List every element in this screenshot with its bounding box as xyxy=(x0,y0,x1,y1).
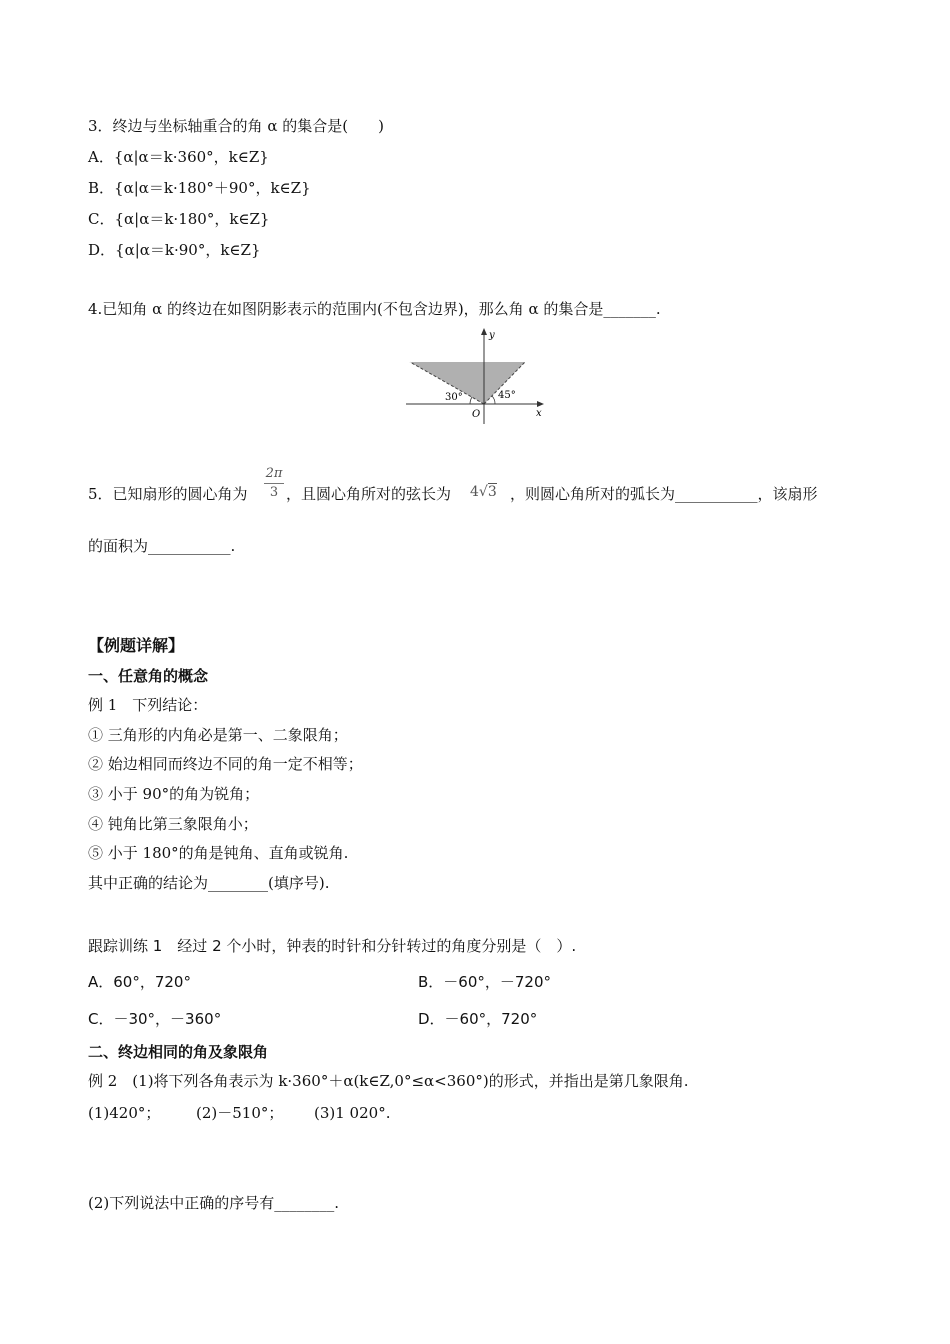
q5-part3: ，则圆心角所对的弧长为___________，该扇形 xyxy=(510,485,818,503)
q5-line2: 的面积为___________. xyxy=(88,537,236,555)
example-1-item-2: ② 始边相同而终边不同的角一定不相等； xyxy=(88,755,363,773)
example-1-item-5: ⑤ 小于 180°的角是钝角、直角或锐角. xyxy=(88,844,349,862)
sqrt-coefficient: 4 xyxy=(470,484,479,500)
origin-label: O xyxy=(472,409,481,420)
example-2-item-3: (3)1 020°. xyxy=(314,1104,391,1122)
x-label: x xyxy=(536,408,542,419)
section-title: 【例题详解】 xyxy=(88,636,185,655)
q5-part1: 5．已知扇形的圆心角为 xyxy=(88,485,248,503)
q3-option-d: D．{α|α＝k·90°，k∈Z} xyxy=(88,241,261,259)
q3-option-a: A．{α|α＝k·360°，k∈Z} xyxy=(88,148,269,166)
q5-fraction xyxy=(262,466,286,501)
subsection-1-title: 一、任意角的概念 xyxy=(88,667,209,685)
q4-stem: 4.已知角 α 的终边在如图阴影表示的范围内(不包含边界)，那么角 α 的集合是_______. xyxy=(88,300,661,318)
fraction-denominator: 3 xyxy=(269,485,279,500)
training-1-option-b: B．－60°，－720° xyxy=(418,973,552,991)
example-1-item-1: ① 三角形的内角必是第一、二象限角； xyxy=(88,726,348,744)
q3-stem: 3．终边与坐标轴重合的角 α 的集合是( ) xyxy=(88,117,384,135)
angle-region-figure xyxy=(400,326,560,426)
example-2-part2: (2)下列说法中正确的序号有________. xyxy=(88,1194,340,1212)
training-1-option-c: C．－30°，－360° xyxy=(88,1010,222,1028)
q5-part2: ，且圆心角所对的弦长为 xyxy=(286,485,452,503)
angle-30-label: 30° xyxy=(445,392,463,403)
example-2-title: 例 2 (1)将下列各角表示为 k·360°＋α(k∈Z,0°≤α<360°)的形式，并指出是第几象限角. xyxy=(88,1072,689,1090)
q3-option-c: C．{α|α＝k·180°，k∈Z} xyxy=(88,210,270,228)
subsection-2-title: 二、终边相同的角及象限角 xyxy=(88,1043,269,1061)
example-2-item-1: (1)420°； xyxy=(88,1104,161,1122)
training-1-stem: 跟踪训练 1 经过 2 个小时，钟表的时针和分针转过的角度分别是（ ）. xyxy=(88,937,577,955)
example-1-answer: 其中正确的结论为________(填序号). xyxy=(88,874,330,892)
y-label: y xyxy=(489,330,495,341)
example-1-title: 例 1 下列结论： xyxy=(88,696,208,714)
x-arrow xyxy=(537,401,544,407)
sqrt-radicand: 3 xyxy=(487,484,497,500)
example-2-item-2: (2)－510°； xyxy=(196,1104,284,1122)
fraction-numerator: 2π xyxy=(265,466,283,481)
training-1-option-a: A．60°，720° xyxy=(88,973,191,991)
example-1-item-4: ④ 钝角比第三象限角小； xyxy=(88,815,258,833)
training-1-option-d: D．－60°，720° xyxy=(418,1010,538,1028)
example-1-item-3: ③ 小于 90°的角为锐角； xyxy=(88,785,260,803)
q5-sqrt-expression: 4√3 xyxy=(470,484,497,500)
angle-45-label: 45° xyxy=(498,390,516,401)
q3-option-b: B．{α|α＝k·180°＋90°，k∈Z} xyxy=(88,179,311,197)
y-arrow xyxy=(481,328,487,335)
